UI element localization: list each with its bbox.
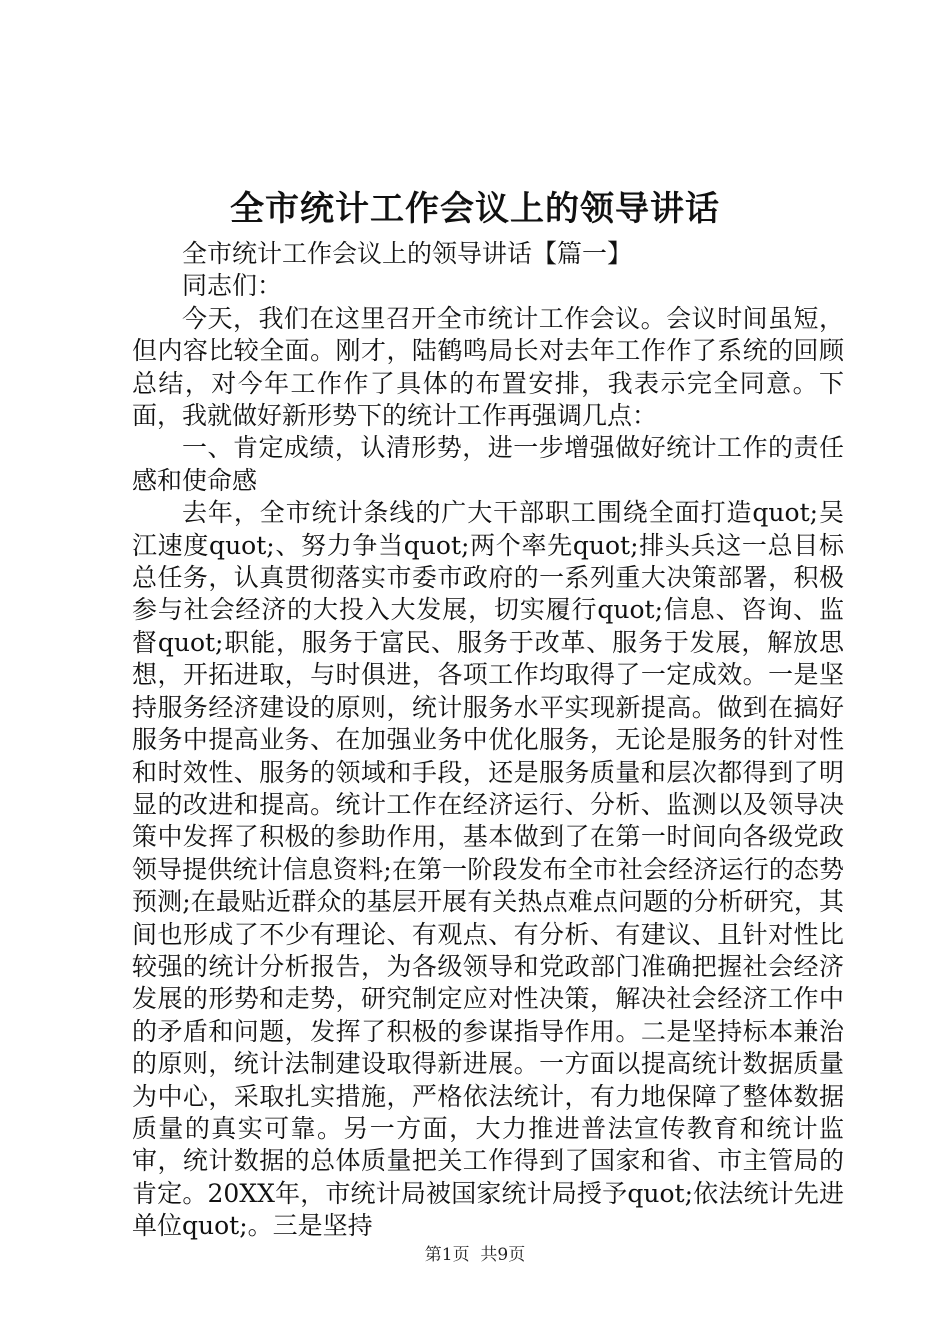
document-title: 全市统计工作会议上的领导讲话 (230, 189, 720, 229)
salutation: 同志们： (182, 271, 283, 301)
page-footer (0, 1243, 950, 1267)
document-body (132, 238, 844, 1243)
page-number: 第1页 共9页 (424, 1245, 526, 1265)
subsection-heading: 一、肯定成绩，认清形势，进一步增强做好统计工作的责任感和使命感 (132, 433, 844, 495)
body-paragraph: 今天，我们在这里召开全市统计工作会议。会议时间虽短，但内容比较全面。刚才，陆鹤鸣局长对去年工作作了系统的回顾总结，对今年工作作了具体的布置安排，我表示完全同意。下面，我就做好新形势下的统计工作再强调几点： (132, 303, 844, 431)
section-heading: 全市统计工作会议上的领导讲话【篇一】 (182, 239, 633, 268)
body-paragraph: 去年，全市统计条线的广大干部职工围绕全面打造quot;吴江速度quot;、努力争当quot;两个率先quot;排头兵这一总目标总任务，认真贯彻落实市委市政府的一系列重大决策部署，积极参与社会经济的大投入大发展，切实履行quot;信息、咨询、监督quot;职能，服务于富民、服务于改革、服务于发展，解放思想，开拓进取，与时俱进，各项工作均取得了一定成效。一是坚持服务经济建设的原则，统计服务水平实现新提高。做到在搞好服务中提高业务、在加强业务中优化服务，无论是服务的针对性和时效性、服务的领域和手段，还是服务质量和层次都得到了明显的改进和提高。统计工作在经济运行、分析、监测以及领导决策中发挥了积极的参助作用，基本做到了在第一时间向各级党政领导提供统计信息资料;在第一阶段发布全市社会经济运行的态势预测;在最贴近群众的基层开展有关热点难点问题的分析研究，其间也形成了不少有理论、有观点、有分析、有建议、且针对性比较强的统计分析报告，为各级领导和党政部门准确把握社会经济发展的形势和走势，研究制定应对性决策，解决社会经济工作中的矛盾和问题，发挥了积极的参谋指导作用。二是坚持标本兼治的原则，统计法制建设取得新进展。一方面以提高统计数据质量为中心，采取扎实措施，严格依法统计，有力地保障了整体数据质量的真实可靠。另一方面，大力推进普法宣传教育和统计监审，统计数据的总体质量把关工作得到了国家和省、市主管局的肯定。20XX年，市统计局被国家统计局授予quot;依法统计先进单位quot;。三是坚持 (132, 498, 844, 1241)
